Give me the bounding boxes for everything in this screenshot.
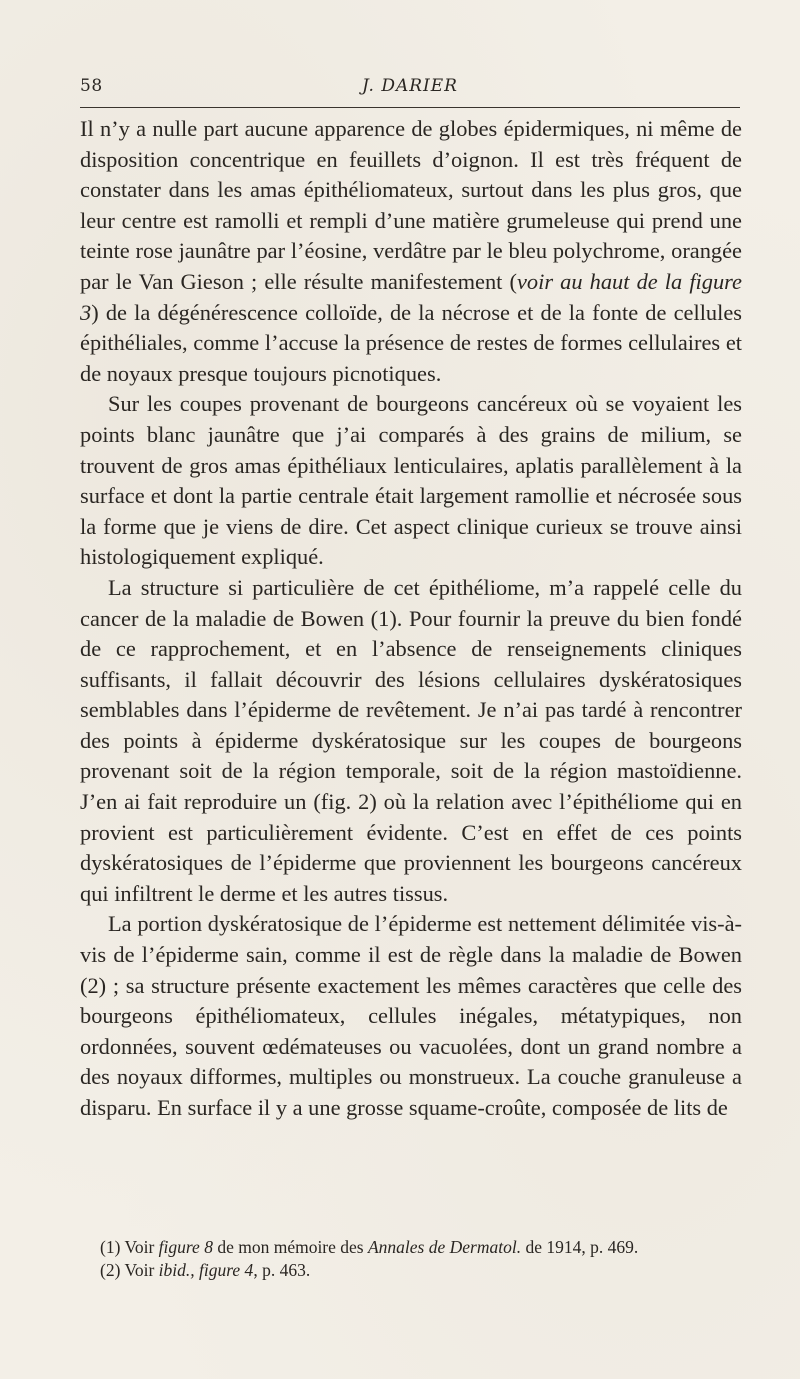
footnote-2: (2) Voir ibid., figure 4, p. 463. bbox=[100, 1260, 311, 1280]
page-header bbox=[80, 76, 740, 104]
figure-reference: voir au haut de la figure 3 bbox=[80, 268, 742, 325]
running-head: J. DARIER bbox=[362, 76, 458, 96]
header-rule bbox=[80, 107, 740, 108]
paragraph-4: La portion dyskératosique de l’épiderme est nettement délimitée vis-à-vis de l’épiderme sain, comme il est de règle dans la maladie de Bowen (2) ; sa structure présente exactement les mêmes caractères que celle des bourgeons épithéliomateux, cellules inégales, métatypiques, non ordonnées, souvent œdémateuses ou vacuolées, dont un grand nombre a des noyaux difformes, multiples ou monstrueux. La couche granuleuse a disparu. En surface il y a une grosse squame-croûte, composée de lits de bbox=[80, 911, 742, 1120]
footnote-1: (1) Voir figure 8 de mon mémoire des Annales de Dermatol. de 1914, p. 469. bbox=[100, 1237, 639, 1257]
footnotes bbox=[80, 1236, 742, 1282]
body-text bbox=[80, 114, 742, 1124]
paragraph-3: La structure si particulière de cet épithéliome, m’a rappelé celle du cancer de la maladie de Bowen (1). Pour fournir la preuve du bien fondé de ce rapprochement, et en l’absence de renseignements cliniques suffisants, il fallait découvrir des lésions cellulaires dyskératosiques semblables dans l’épiderme de revêtement. Je n’ai pas tardé à rencontrer des points à épiderme dyskératosique sur les coupes de bourgeons provenant soit de la région temporale, soit de la région mastoïdienne. J’en ai fait reproduire un (fig. 2) où la relation avec l’épithéliome qui en provient est particulièrement évidente. C’est en effet de ces points dyskératosiques de l’épiderme que proviennent les bourgeons cancéreux qui infiltrent le derme et les autres tissus. bbox=[80, 574, 742, 906]
paragraph-2: Sur les coupes provenant de bourgeons cancéreux où se voyaient les points blanc jaunâtre que j’ai comparés à des grains de milium, se trouvent de gros amas épithéliaux lenticulaires, aplatis parallèlement à la surface et dont la partie centrale était largement ramollie et nécrosée sous la forme que je viens de dire. Cet aspect clinique curieux se trouve ainsi histologiquement expliqué. bbox=[80, 391, 742, 570]
page-number: 58 bbox=[80, 76, 103, 96]
paragraph-1: Il n’y a nulle part aucune apparence de globes épidermiques, ni même de disposition concentrique en feuillets d’oignon. Il est très fréquent de constater dans les amas épithéliomateux, surtout dans les plus gros, que leur centre est ramolli et rempli d’une matière grumeleuse qui prend une teinte rose jaunâtre par l’éosine, verdâtre par le bleu polychrome, orangée par le Van Gieson ; elle résulte manifestement (voir au haut de la figure 3) de la dégénérescence colloïde, de la nécrose et de la fonte de cellules épithéliales, comme l’accuse la présence de restes de formes cellulaires et de noyaux presque toujours picnotiques. bbox=[80, 116, 742, 386]
